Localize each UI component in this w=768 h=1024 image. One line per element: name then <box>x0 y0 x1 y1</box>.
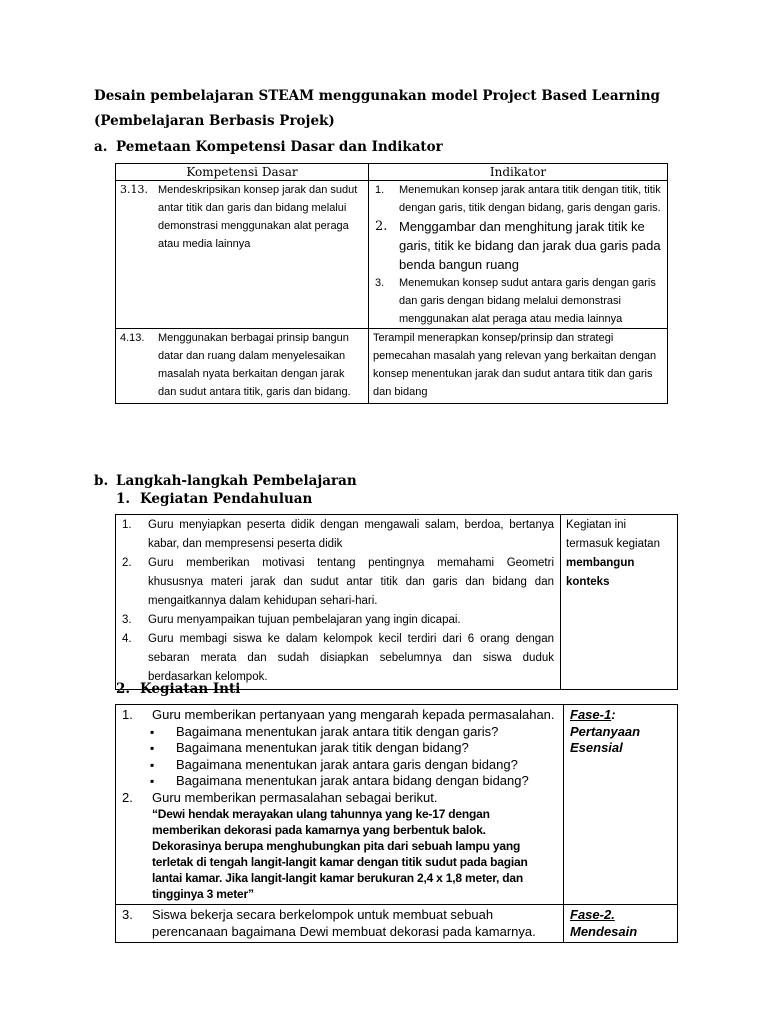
list-text: Guru memberikan permasalahan sebagai berikut. <box>152 789 438 805</box>
side-note-text: Kegiatan ini termasuk kegiatan <box>566 519 660 550</box>
list-number: 2. <box>122 557 132 569</box>
fase-2-cell <box>564 905 678 943</box>
list-number: 2. <box>122 789 133 805</box>
list-text: Guru memberikan motivasi tentang pentingnya memahami Geometri khususnya materi jarak dan sudut antar titik dan garis dan bidang dan mengaitkannya dalam kehidupan sehari-hari. <box>148 557 554 607</box>
list-item: ▪ Bagaimana menentukan jarak antara bidang dengan bidang? <box>150 773 557 790</box>
list-item <box>122 790 557 807</box>
section-b-title: Langkah-langkah Pembelajaran <box>116 473 357 489</box>
list-item <box>122 630 554 687</box>
list-item <box>122 611 554 630</box>
list-text: Guru memberikan pertanyaan yang mengarah kepada permasalahan. <box>152 707 555 722</box>
list-item <box>373 274 663 328</box>
list-text: Guru menyiapkan peserta didik dengan mengawali salam, berdoa, bertanya kabar, dan mempresensi peserta didik <box>148 519 554 550</box>
fase-colon: : <box>611 707 616 722</box>
question-list <box>122 724 557 790</box>
list-item <box>122 707 557 724</box>
sub-heading-title: Kegiatan Inti <box>140 681 241 697</box>
document-title: Desain pembelajaran STEAM menggunakan model Project Based Learning <box>94 88 660 104</box>
list-number: 3. <box>122 907 133 922</box>
indicator-number: 2. <box>375 219 388 234</box>
table-row <box>116 905 678 943</box>
inti-list <box>116 705 564 905</box>
fase-text: Mendesain <box>570 923 638 939</box>
pendahuluan-list <box>116 515 561 690</box>
kd-number: 3.13. <box>120 183 148 196</box>
list-number: 4. <box>122 633 132 645</box>
list-item <box>373 217 663 274</box>
document-subtitle: (Pembelajaran Berbasis Projek) <box>94 113 335 129</box>
table-row <box>116 329 668 404</box>
section-b-heading <box>94 473 357 489</box>
list-item <box>373 181 663 217</box>
list-text: Guru membagi siswa ke dalam kelompok kecil terdiri dari 6 orang dengan sebaran merata dan sudah disiapkan sebelumnya dan siswa duduk berdasarkan kelompok. <box>148 633 554 683</box>
fase-text: Pertanyaan Esensial <box>570 723 641 755</box>
sub-heading-inti <box>116 681 240 697</box>
fase-1-cell <box>564 705 678 905</box>
indicator-text: Menemukan konsep jarak antara titik dengan titik, titik dengan garis, titik dengan bidang, garis dengan garis. <box>399 184 661 214</box>
competency-table <box>115 163 668 404</box>
indicator-cell <box>369 181 668 329</box>
indicator-text: Terampil menerapkan konsep/prinsip dan strategi pemecahan masalah yang relevan yang berkaitan dengan konsep menentukan jarak dan sudut antara titik dan garis dan bidang <box>373 332 657 398</box>
indicator-number: 3. <box>375 277 385 289</box>
inti-list <box>116 905 564 943</box>
list-text: Siswa bekerja secara berkelompok untuk membuat sebuah perencanaan bagaimana Dewi membuat dekorasi pada kamarnya. <box>152 907 536 939</box>
sub-heading-pendahuluan <box>116 491 312 507</box>
indicator-text: Menemukan konsep sudut antara garis dengan garis dan garis dengan bidang melalui demonstrasi menggunakan alat peraga atau media lainnya <box>399 277 656 325</box>
list-item: ▪ Bagaimana menentukan jarak titik dengan bidang? <box>150 740 557 757</box>
list-item: ▪ Bagaimana menentukan jarak antara titik dengan garis? <box>150 724 557 741</box>
sub-heading-title: Kegiatan Pendahuluan <box>140 491 313 507</box>
sub-heading-number: 2. <box>116 681 131 697</box>
list-text: Guru menyampaikan tujuan pembelajaran yang ingin dicapai. <box>148 614 461 626</box>
section-a-letter: a. <box>94 139 108 155</box>
list-item <box>122 554 554 611</box>
indicator-cell <box>369 329 668 404</box>
table-row <box>116 181 668 329</box>
list-number: 1. <box>122 707 133 722</box>
kd-cell <box>116 329 369 404</box>
side-note <box>561 515 678 690</box>
header-indikator: Indikator <box>369 164 668 181</box>
list-item <box>122 516 554 554</box>
list-number: 1. <box>122 519 132 531</box>
sub-heading-number: 1. <box>116 491 131 507</box>
side-note-emphasis: membangun konteks <box>566 557 635 588</box>
fase-label: Fase-1 <box>570 707 612 722</box>
kd-number: 4.13. <box>120 332 145 344</box>
section-b-letter: b. <box>94 473 109 489</box>
problem-story: “Dewi hendak merayakan ulang tahunnya yang ke-17 dengan memberikan dekorasi pada kamarnya yang berbentuk balok. Dekorasinya berupa menghubungkan pita dari sebuah lampu yang terletak di tengah langit-langit kamar dengan titik sudut pada bagian lantai kamar. Jika langit-langit kamar berukuran 2,4 x 1,8 meter, dan tingginya 3 meter” <box>152 807 528 901</box>
list-item: ▪ Bagaimana menentukan jarak antara garis dengan bidang? <box>150 757 557 774</box>
table-row <box>116 705 678 905</box>
list-item <box>122 907 557 940</box>
kd-text: Menggunakan berbagai prinsip bangun datar dan ruang dalam menyelesaikan masalah nyata berkaitan dengan jarak dan sudut antara titik, garis dan bidang. <box>158 332 351 398</box>
indicator-text: Menggambar dan menghitung jarak titik ke garis, titik ke bidang dan jarak dua garis pada benda bangun ruang <box>399 219 661 272</box>
section-a-title: Pemetaan Kompetensi Dasar dan Indikator <box>116 139 443 155</box>
pendahuluan-table <box>115 514 678 690</box>
kd-cell <box>116 181 369 329</box>
header-kompetensi-dasar: Kompetensi Dasar <box>116 164 369 181</box>
indicator-number: 1. <box>375 184 385 196</box>
kd-text: Mendeskripsikan konsep jarak dan sudut antar titik dan garis dan bidang melalui demonstrasi menggunakan alat peraga atau media lainnya <box>158 184 358 250</box>
list-number: 3. <box>122 614 132 626</box>
fase-label: Fase-2. <box>570 907 615 922</box>
inti-table <box>115 704 678 943</box>
section-a-heading <box>94 139 443 155</box>
